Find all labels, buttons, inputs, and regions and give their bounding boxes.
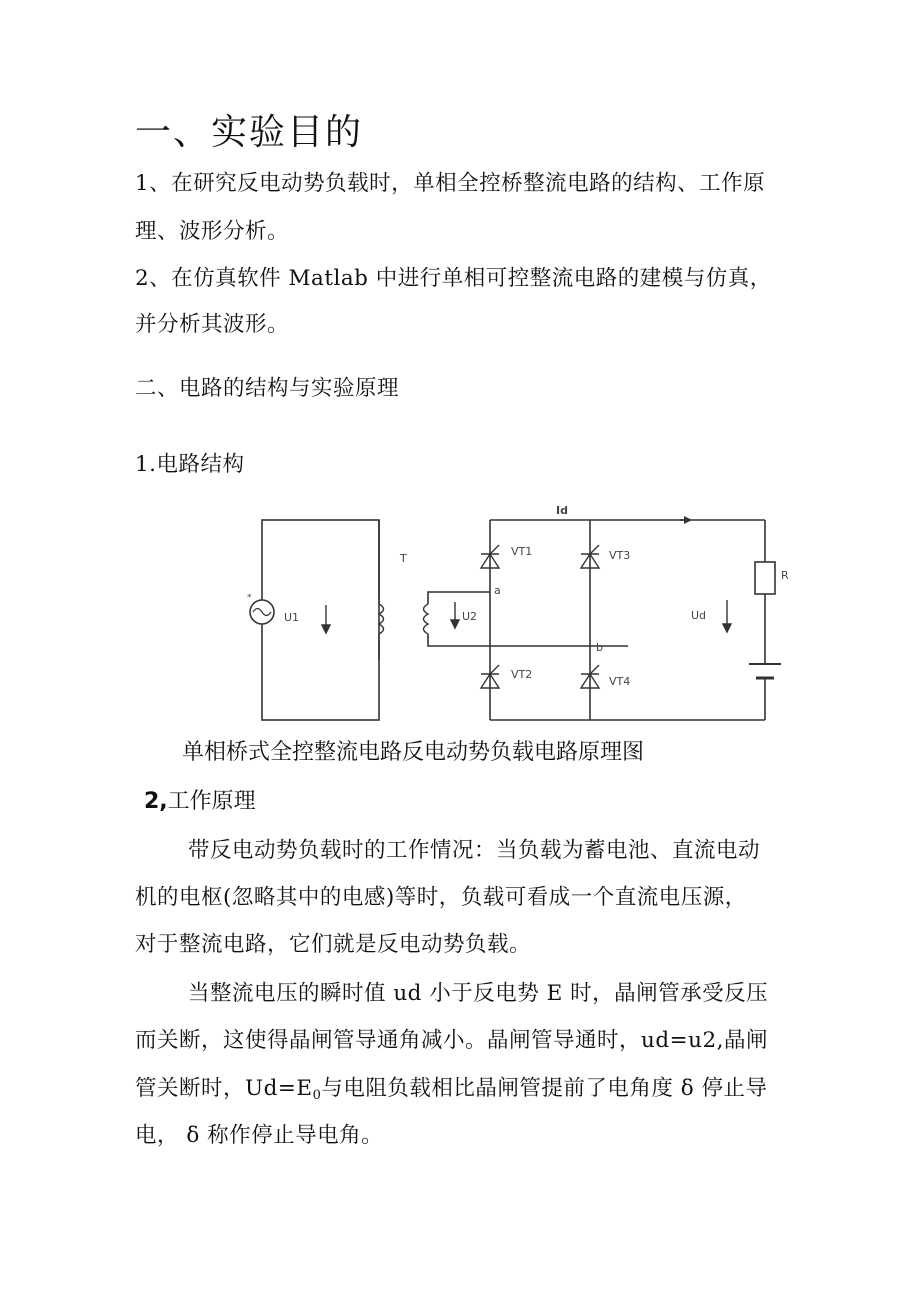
label-r: R (781, 569, 789, 582)
subsection-title: 工作原理 (167, 789, 256, 814)
purpose-line-4: 并分析其波形。 (135, 312, 290, 337)
principle-p2-line-4: 电， δ 称作停止导电角。 (135, 1123, 384, 1148)
section-title-principle: 二、电路的结构与实验原理 (135, 376, 400, 401)
label-t: T (400, 552, 407, 565)
circuit-diagram (240, 500, 800, 726)
principle-p2-line-3-sub: 0 (312, 1088, 322, 1103)
label-vt3: VT3 (609, 549, 631, 562)
principle-p2-line-2: 而关断，这使得晶闸管导通角减小。晶闸管导通时，ud=u2,晶闸 (135, 1028, 768, 1053)
principle-p2-line-1: 当整流电压的瞬时值 ud 小于反电势 E 时，晶闸管承受反压 (188, 981, 769, 1006)
label-node-a: a (494, 584, 501, 597)
label-vt2: VT2 (511, 668, 533, 681)
label-id: Id (556, 504, 568, 517)
primary-loop-wire (262, 520, 379, 720)
subsection-working-principle (144, 784, 256, 815)
purpose-line-3: 2、在仿真软件 Matlab 中进行单相可控整流电路的建模与仿真， (135, 266, 772, 291)
principle-p2-line-3-a: 管关断时，Ud=E (135, 1076, 313, 1101)
principle-p2-line-3 (135, 1071, 768, 1103)
label-node-b: b (596, 641, 603, 654)
label-ud: Ud (691, 609, 707, 622)
principle-p1-line-2: 机的电枢(忽略其中的电感)等时，负载可看成一个直流电压源， (135, 885, 747, 910)
label-dot: * (247, 593, 252, 603)
label-u1: U1 (284, 611, 300, 624)
principle-p1-line-3: 对于整流电路，它们就是反电动势负载。 (135, 932, 532, 957)
label-vt1: VT1 (511, 545, 533, 558)
label-u2: U2 (462, 610, 478, 623)
principle-p1-line-1: 带反电动势负载时的工作情况：当负载为蓄电池、直流电动 (188, 838, 761, 863)
purpose-line-1: 1、在研究反电动势负载时，单相全控桥整流电路的结构、工作原 (135, 171, 766, 196)
principle-p2-line-3-b: 与电阻负载相比晶闸管提前了电角度 δ 停止导 (321, 1076, 768, 1101)
label-vt4: VT4 (609, 675, 631, 688)
subsection-circuit-structure: 1.电路结构 (135, 452, 245, 477)
secondary-coil-icon (424, 604, 429, 634)
diagram-caption: 单相桥式全控整流电路反电动势负载电路原理图 (182, 740, 645, 765)
purpose-line-2: 理、波形分析。 (135, 219, 290, 244)
section-title-purpose: 一、实验目的 (135, 112, 364, 153)
subsection-number: 2, (144, 789, 168, 814)
resistor-R (755, 562, 775, 594)
